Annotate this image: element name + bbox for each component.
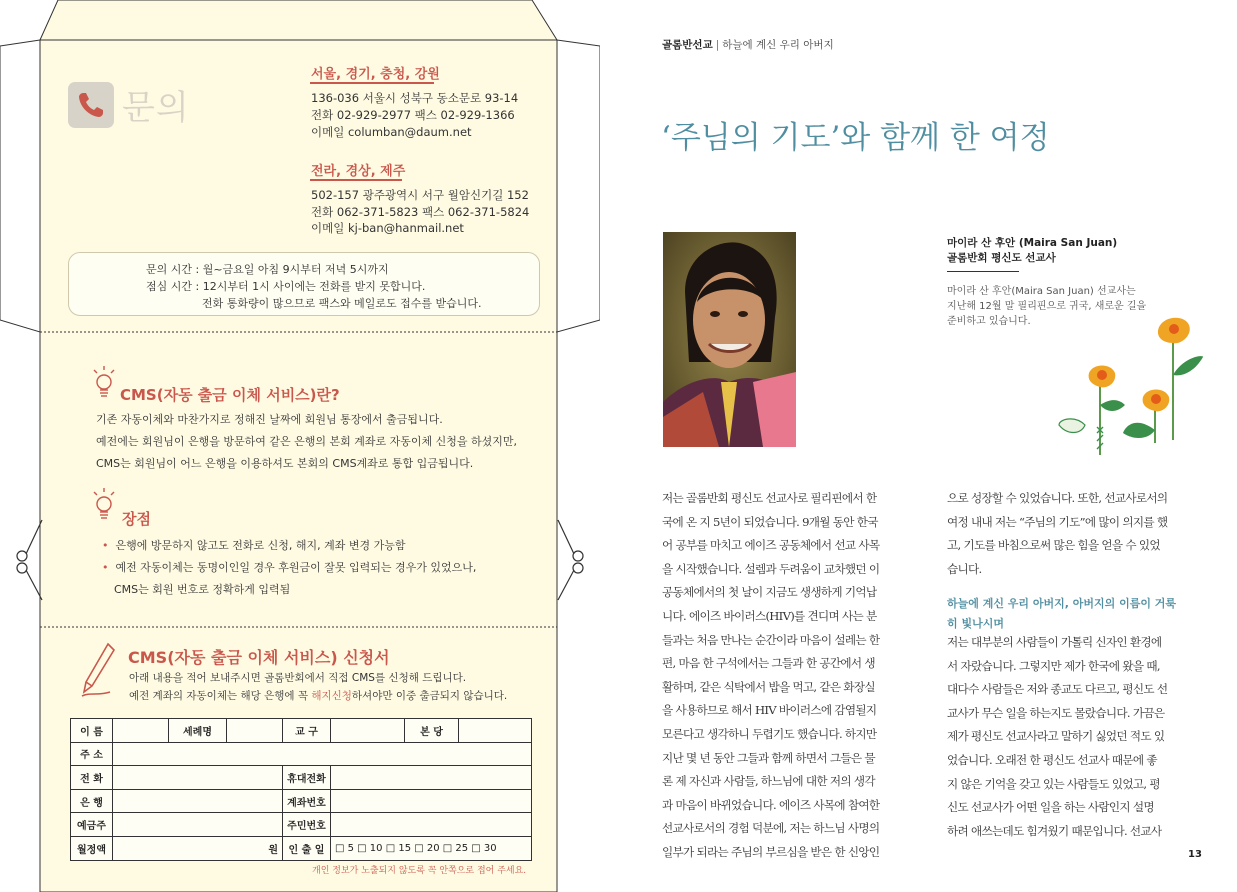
lightbulb-icon (92, 488, 116, 526)
form-label: 주 소 (71, 742, 113, 766)
phone-field[interactable] (113, 766, 283, 790)
hours-line: 문의 시간 : 월~금요일 아침 9시부터 저녁 5시까지 (146, 263, 389, 276)
article-title: ‘주님의 기도’와 함께 한 여정 (661, 120, 1050, 156)
paragraph-line: 을 시작했습니다. 설렘과 두려움이 교차했던 이 (662, 561, 880, 576)
cms-text: CMS는 회원님이 어느 은행을 이용하셔도 본회의 CMS계좌로 통합 입금됩니다. (96, 457, 474, 470)
merit-item-continued: CMS는 회원 번호로 정확하게 입력됨 (114, 583, 291, 596)
merits-title: 장점 (122, 510, 151, 528)
paragraph-line: 활하며, 같은 식탁에서 밥을 먹고, 같은 화장실 (662, 679, 875, 694)
withdraw-day-options[interactable]: □ 5 □ 10 □ 15 □ 20 □ 25 □ 30 (331, 836, 532, 860)
baptism-field[interactable] (227, 719, 283, 743)
paragraph-line: 들과는 처음 만나는 순간이라 마음이 설레는 한 (662, 632, 880, 647)
paragraph-line: 하려 애쓰는데도 힘겨웠기 때문입니다. 선교사 (947, 823, 1162, 838)
parish-field[interactable] (331, 719, 405, 743)
paragraph-line: 국에 온 지 5년이 되었습니다. 9개월 동안 한국 (662, 514, 878, 529)
flower-illustration (1055, 315, 1205, 463)
author-desc: 지난해 12월 말 필리핀으로 귀국, 새로운 길을 (947, 301, 1147, 312)
apply-title: CMS(자동 출금 이체 서비스) 신청서 (128, 648, 390, 667)
merit-item: • 예전 자동이체는 동명이인일 경우 후원금이 잘못 입력되는 경우가 있었으나, (102, 561, 477, 574)
address-line: 136-036 서울시 성북구 동소문로 93-14 (311, 91, 519, 105)
author-photo (663, 232, 796, 447)
paragraph-line: 지난 몇 년 동안 그들과 함께 하면서 그들은 물 (662, 750, 875, 765)
name-field[interactable] (113, 719, 169, 743)
region-title: 서울, 경기, 충청, 강원 (311, 67, 440, 82)
author-desc: 마이라 산 후안(Maira San Juan) 선교사는 (947, 286, 1136, 297)
form-label: 주민번호 (283, 813, 331, 837)
id-number-field[interactable] (331, 813, 532, 837)
won-unit: 원 (268, 844, 278, 856)
email-line: 이메일 columban@daum.net (311, 125, 472, 139)
form-label: 교 구 (283, 719, 331, 743)
cms-text: 기존 자동이체와 마찬가지로 정해진 날짜에 회원님 통장에서 출금됩니다. (96, 413, 443, 426)
hours-line: 점심 시간 : 12시부터 1시 사이에는 전화를 받지 못합니다. (146, 280, 426, 293)
paragraph-line: 선교사로서의 경험 덕분에, 저는 하느님 사명의 (662, 821, 880, 836)
author-role: 골롬반회 평신도 선교사 (947, 252, 1056, 264)
subheading: 하늘에 계신 우리 아버지, 아버지의 이름이 거룩 (947, 597, 1177, 610)
hours-box (68, 252, 540, 316)
form-label: 이 름 (71, 719, 113, 743)
form-label: 본 당 (405, 719, 459, 743)
monthly-amount-field[interactable] (113, 836, 283, 860)
hours-line: 전화 통화량이 많으므로 팩스와 메일로도 접수를 받습니다. (202, 297, 482, 310)
paragraph-line: 편, 마음 한 구석에서는 그들과 한 공간에서 생 (662, 656, 875, 671)
scissors-icon (17, 520, 42, 600)
divider (947, 271, 1019, 272)
cms-text: 예전에는 회원님이 은행을 방문하여 같은 은행의 본회 계좌로 자동이체 신청을 하셨지만, (96, 435, 517, 448)
paragraph-line: 으로 성장할 수 있었습니다. 또한, 선교사로서의 (947, 491, 1168, 505)
paragraph-line: 교사가 무슨 일을 하는지도 몰랐습니다. 가끔은 (947, 705, 1165, 720)
author-desc: 준비하고 있습니다. (947, 316, 1031, 327)
section-header: 골롬반선교 | 하늘에 계신 우리 아버지 (662, 39, 834, 51)
paragraph-line: 어 공부를 마치고 에이즈 공동체에서 선교 사목 (662, 538, 880, 553)
lightbulb-icon (92, 366, 116, 404)
form-label: 인 출 일 (283, 836, 331, 860)
paragraph-line: 서 자랐습니다. 그렇지만 제가 한국에 왔을 때, (947, 658, 1160, 673)
contact-line: 전화 062-371-5823 팩스 062-371-5824 (311, 205, 530, 219)
paragraph-line: 고, 기도를 바침으로써 많은 힘을 얻을 수 있었 (947, 538, 1160, 553)
form-label: 은 행 (71, 789, 113, 813)
paragraph-line: 모른다고 생각하니 두렵기도 했습니다. 하지만 (662, 727, 877, 741)
paragraph-line: 일부가 되라는 주님의 부르심을 받은 한 신앙인 (662, 845, 880, 859)
paragraph-line: 과 마음이 바뀌었습니다. 에이즈 사목에 참여한 (662, 797, 880, 812)
holder-field[interactable] (113, 813, 283, 837)
cms-title: CMS(자동 출금 이체 서비스)란? (120, 386, 340, 404)
paragraph-line: 저는 골롬반회 평신도 선교사로 필리핀에서 한 (662, 491, 877, 505)
phone-icon (68, 82, 114, 128)
inquiry-title: 문의 (122, 88, 190, 128)
church-field[interactable] (459, 719, 532, 743)
apply-text: 예전 계좌의 자동이체는 해당 은행에 꼭 해지신청하셔야만 이중 출금되지 않습니다. (129, 690, 508, 702)
paragraph-line: 제가 평신도 선교사라고 말하기 싫었던 적도 있 (947, 729, 1165, 744)
bank-field[interactable] (113, 789, 283, 813)
address-line: 502-157 광주광역시 서구 월암신기길 152 (311, 188, 529, 202)
email-line: 이메일 kj-ban@hanmail.net (311, 221, 464, 235)
paragraph-line: 공동체에서의 첫 날이 지금도 생생하게 기억납 (662, 585, 877, 600)
paragraph-line: 론 제 자신과 사람들, 하느님에 대한 저의 생각 (662, 774, 875, 789)
merit-item: • 은행에 방문하지 않고도 전화로 신청, 해지, 계좌 변경 가능함 (102, 539, 406, 552)
paragraph-line: 지 않은 기억을 갖고 있는 사람들도 있었고, 평 (947, 776, 1160, 791)
apply-text: 아래 내용을 적어 보내주시면 골롬반회에서 직접 CMS를 신청해 드립니다. (129, 672, 467, 684)
form-label: 월정액 (71, 836, 113, 860)
paragraph-line: 었습니다. 오래전 한 평신도 선교사 때문에 좋 (947, 753, 1157, 767)
region-title: 전라, 경상, 제주 (311, 164, 406, 179)
author-name: 마이라 산 후안 (Maira San Juan) (947, 237, 1118, 249)
form-label: 계좌번호 (283, 789, 331, 813)
paragraph-line: 습니다. (947, 561, 982, 576)
subheading: 히 빛나시며 (947, 617, 1004, 630)
page-number: 13 (1188, 849, 1202, 860)
divider (310, 179, 402, 181)
contact-line: 전화 02-929-2977 팩스 02-929-1366 (311, 108, 515, 122)
paragraph-line: 여정 내내 저는 “주님의 기도”에 많이 의지를 했 (947, 514, 1168, 529)
account-field[interactable] (331, 789, 532, 813)
paragraph-line: 신도 선교사가 어떤 일을 하는 사람인지 설명 (947, 800, 1154, 815)
paragraph-line: 니다. 에이즈 바이러스(HIV)를 견디며 사는 분 (662, 609, 877, 623)
form-label: 휴대전화 (283, 766, 331, 790)
address-field[interactable] (113, 742, 532, 766)
paragraph-line: 저는 대부분의 사람들이 가톨릭 신자인 환경에 (947, 635, 1162, 649)
cms-application-form (70, 718, 532, 861)
divider (310, 82, 434, 84)
pen-icon (80, 642, 116, 702)
form-label: 전 화 (71, 766, 113, 790)
paragraph-line: 대다수 사람들은 저와 종교도 다르고, 평신도 선 (947, 682, 1168, 697)
scissors-icon (558, 520, 583, 600)
mobile-field[interactable] (331, 766, 532, 790)
form-label: 예금주 (71, 813, 113, 837)
form-label: 세례명 (169, 719, 227, 743)
privacy-note: 개인 정보가 노출되지 않도록 꼭 안쪽으로 접어 주세요. (312, 866, 527, 876)
paragraph-line: 을 사용하므로 해서 HIV 바이러스에 감염될지 (662, 703, 877, 718)
